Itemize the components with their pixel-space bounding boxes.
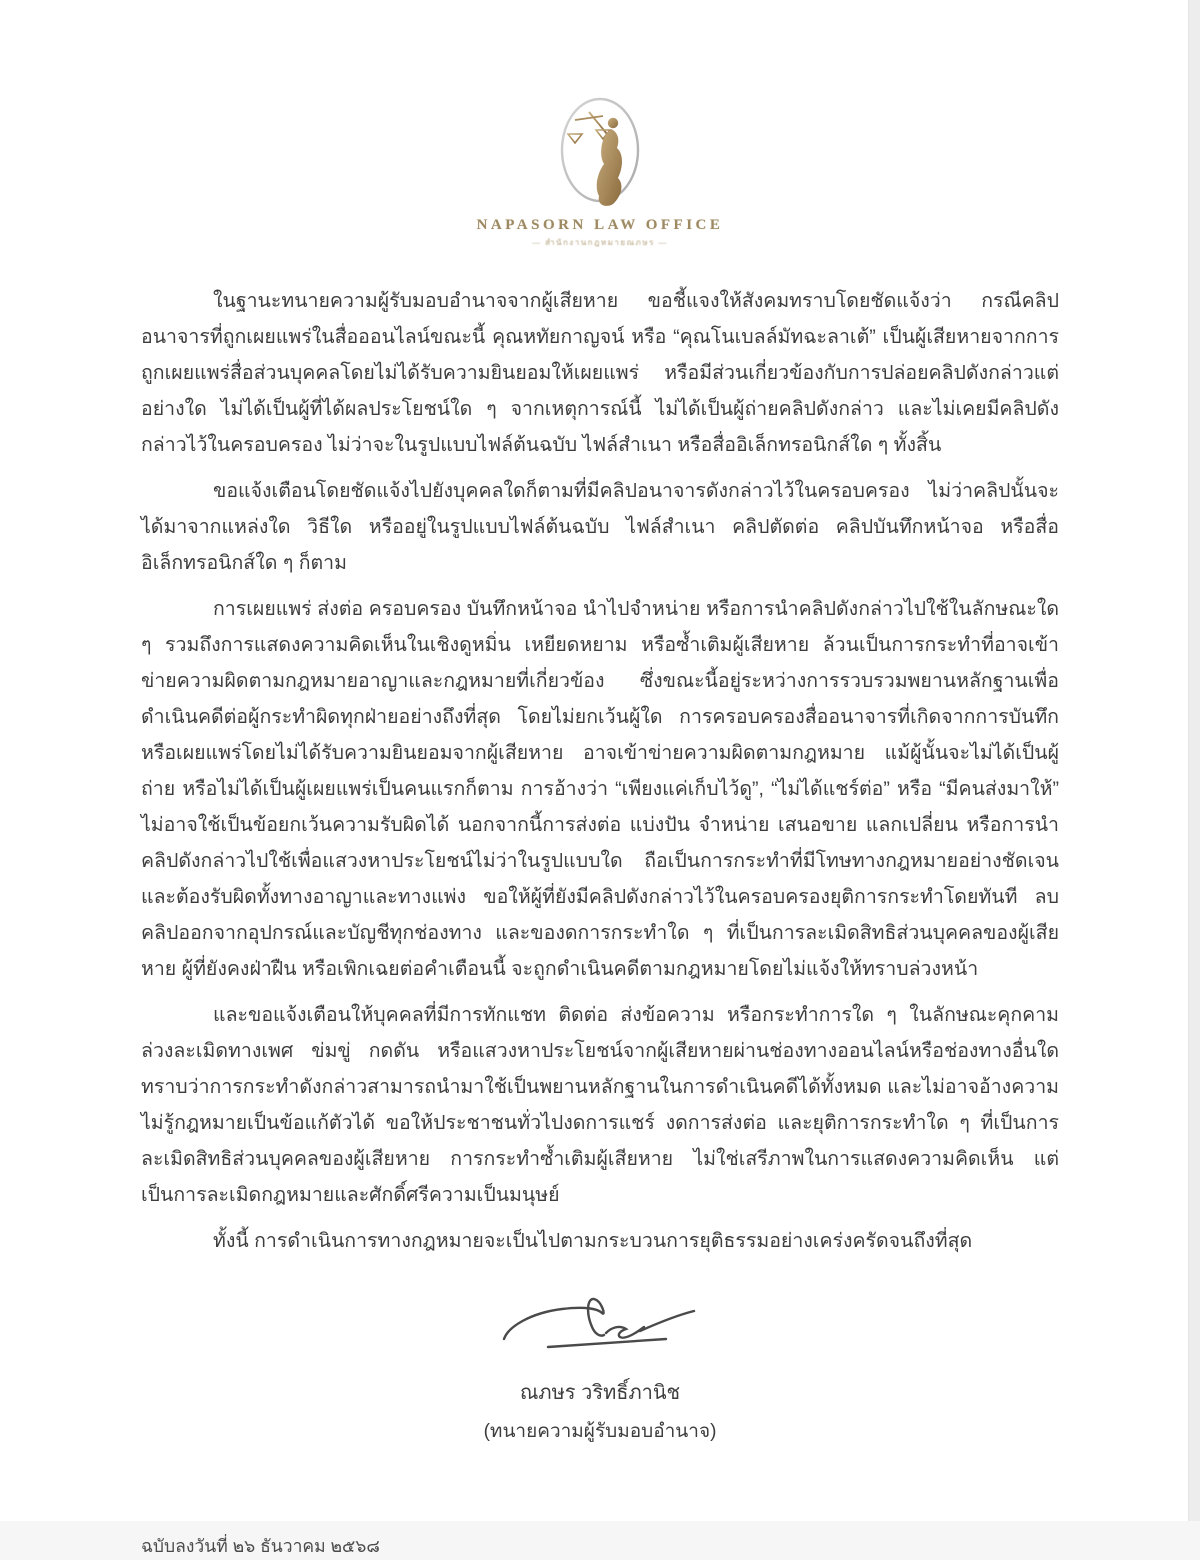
law-office-logo xyxy=(0,0,1200,249)
document-date: ฉบับลงวันที่ ๒๖ ธันวาคม ๒๕๖๘ xyxy=(141,1536,380,1556)
paragraph-2: ขอแจ้งเตือนโดยชัดแจ้งไปยังบุคคลใดก็ตามที่มีคลิปอนาจารดังกล่าวไว้ในครอบครอง ไม่ว่าคลิปนั้นจะได้มาจากแหล่งใด วิธีใด หรืออยู่ในรูปแบบไฟล์ต้นฉบับ ไฟล์สำเนา คลิปตัดต่อ คลิปบันทึกหน้าจอ หรือสื่ออิเล็กทรอนิกส์ใด ๆ ก็ตาม xyxy=(141,480,1059,574)
paragraph-4: และขอแจ้งเตือนให้บุคคลที่มีการทักแชท ติดต่อ ส่งข้อความ หรือกระทำการใด ๆ ในลักษณะคุกคาม ล่วงละเมิดทางเพศ ข่มขู่ กดดัน หรือแสวงหาประโยชน์จากผู้เสียหายผ่านช่องทางออนไลน์หรือช่องทางอื่นใด ทราบว่าการกระทำดังกล่าวสามารถนำมาใช้เป็นพยานหลักฐานในการดำเนินคดีได้ทั้งหมด และไม่อาจอ้างความไม่รู้กฎหมายเป็นข้อแก้ตัวได้ ขอให้ประชาชนทั่วไปงดการแชร์ งดการส่งต่อ และยุติการกระทำใด ๆ ที่เป็นการละเมิดสิทธิส่วนบุคคลของผู้เสียหาย การกระทำซ้ำเติมผู้เสียหาย ไม่ใช่เสรีภาพในการแสดงความคิดเห็น แต่เป็นการละเมิดกฎหมายและศักดิ์ศรีความเป็นมนุษย์ xyxy=(141,1004,1059,1206)
law-office-name: NAPASORN LAW OFFICE xyxy=(476,217,724,233)
scrollbar-track[interactable] xyxy=(1188,0,1200,1521)
signer-name: ณภษร วริทธิ์ภานิช xyxy=(519,1382,681,1404)
paragraph-3: การเผยแพร่ ส่งต่อ ครอบครอง บันทึกหน้าจอ นำไปจำหน่าย หรือการนำคลิปดังกล่าวไปใช้ในลักษณะใด ๆ รวมถึงการแสดงความคิดเห็นในเชิงดูหมิ่น เหยียดหยาม หรือซ้ำเติมผู้เสียหาย ล้วนเป็นการกระทำที่อาจเข้าข่ายความผิดตามกฎหมายอาญาและกฎหมายที่เกี่ยวข้อง ซึ่งขณะนี้อยู่ระหว่างการรวบรวมพยานหลักฐานเพื่อดำเนินคดีต่อผู้กระทำผิดทุกฝ่ายอย่างถึงที่สุด โดยไม่ยกเว้นผู้ใด การครอบครองสื่ออนาจารที่เกิดจากการบันทึกหรือเผยแพร่โดยไม่ได้รับความยินยอมจากผู้เสียหาย อาจเข้าข่ายความผิดตามกฎหมาย แม้ผู้นั้นจะไม่ได้เป็นผู้ถ่าย หรือไม่ได้เป็นผู้เผยแพร่เป็นคนแรกก็ตาม การอ้างว่า “เพียงแค่เก็บไว้ดู”, “ไม่ได้แชร์ต่อ” หรือ “มีคนส่งมาให้” ไม่อาจใช้เป็นข้อยกเว้นความรับผิดได้ นอกจากนี้การส่งต่อ แบ่งปัน จำหน่าย เสนอขาย แลกเปลี่ยน หรือการนำคลิปดังกล่าวไปใช้เพื่อแสวงหาประโยชน์ไม่ว่าในรูปแบบใด ถือเป็นการกระทำที่มีโทษทางกฎหมายอย่างชัดเจน และต้องรับผิดทั้งทางอาญาและทางแพ่ง ขอให้ผู้ที่ยังมีคลิปดังกล่าวไว้ในครอบครองยุติการกระทำโดยทันที ลบคลิปออกจากอุปกรณ์และบัญชีทุกช่องทาง และของดการกระทำใด ๆ ที่เป็นการละเมิดสิทธิส่วนบุคคลของผู้เสียหาย ผู้ที่ยังคงฝ่าฝืน หรือเพิกเฉยต่อคำเตือนนี้ จะถูกดำเนินคดีตามกฎหมายโดยไม่แจ้งให้ทราบล่วงหน้า xyxy=(141,598,1059,980)
letter-body xyxy=(141,283,1059,1259)
paragraph-5: ทั้งนี้ การดำเนินการทางกฎหมายจะเป็นไปตามกระบวนการยุติธรรมอย่างเคร่งครัดจนถึงที่สุด xyxy=(213,1230,973,1252)
lady-justice-scales-icon xyxy=(525,96,675,208)
law-office-subtitle: — สำนักงานกฎหมายณภษร — xyxy=(532,238,668,247)
paragraph-1: ในฐานะทนายความผู้รับมอบอำนาจจากผู้เสียหาย ขอชี้แจงให้สังคมทราบโดยชัดแจ้งว่า กรณีคลิปอนาจารที่ถูกเผยแพร่ในสื่อออนไลน์ขณะนี้ คุณหทัยกาญจน์ หรือ “คุณโนเบลล์มัทฉะลาเต้” เป็นผู้เสียหายจากการถูกเผยแพร่สื่อส่วนบุคคลโดยไม่ได้รับความยินยอมให้เผยแพร่ หรือมีส่วนเกี่ยวข้องกับการปล่อยคลิปดังกล่าวแต่อย่างใด ไม่ได้เป็นผู้ที่ได้ผลประโยชน์ใด ๆ จากเหตุการณ์นี้ ไม่ได้เป็นผู้ถ่ายคลิปดังกล่าว และไม่เคยมีคลิปดังกล่าวไว้ในครอบครอง ไม่ว่าจะในรูปแบบไฟล์ต้นฉบับ ไฟล์สำเนา หรือสื่ออิเล็กทรอนิกส์ใด ๆ ทั้งสิ้น xyxy=(141,290,1059,456)
handwritten-signature xyxy=(490,1287,710,1365)
signature-block xyxy=(0,1287,1200,1446)
signer-title: (ทนายความผู้รับมอบอำนาจ) xyxy=(483,1421,717,1442)
